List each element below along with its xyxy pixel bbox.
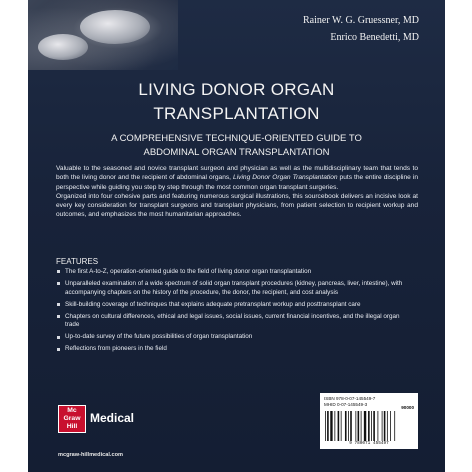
isbn-text [324,396,375,407]
feature-item [56,301,406,310]
back-cover [28,0,445,472]
feature-item [56,268,406,277]
subtitle-line: A COMPREHENSIVE TECHNIQUE-ORIENTED GUIDE TO [111,133,362,144]
barcode-digits: 9 780071 455497 [349,441,389,446]
book-title-italic: Living Donor Organ Transplantation [233,174,338,182]
feature-text: Up-to-date survey of the future possibilities of organ transplantation [65,333,253,341]
feature-text: Unparalleled examination of a wide spectrum of solid organ transplant procedures (kidney, pancreas, liver, intestine), with accompanying chapters on the history of the procedure, the donor, the recipient, and cost analysis [65,280,403,296]
feature-text: Skill-building coverage of techniques that explains adequate pretransplant workup and posttransplant care [65,300,361,308]
mhid-line: MHID 0-07-145549-3 [324,401,368,407]
subtitle-line: ABDOMINAL ORGAN TRANSPLANTATION [143,147,330,158]
square-bullet-icon [57,336,60,339]
surgery-photo [28,0,178,70]
description-text: Valuable to the seasoned and novice transplant surgeon and physician as well as the multidisciplinary team that tends to both the living donor and the recipient of abdominal organs, [56,165,418,182]
feature-item [56,345,406,354]
publisher-url: mcgraw-hillmedical.com [58,452,123,458]
description-text: puts the entire discipline in perspective while guiding you step by step through the most common organ transplant surgeries. [56,174,418,191]
description [56,164,418,220]
book-subtitle [28,132,445,160]
feature-item [56,280,406,297]
description-paragraph [56,164,418,192]
features-heading: FEATURES [56,257,99,266]
gloved-hand-shape [38,34,88,60]
isbn-barcode-block [320,393,418,449]
feature-text: The first A-to-Z, operation-oriented guide to the field of living donor organ transplantation [65,268,312,275]
square-bullet-icon [57,348,60,351]
logo-line: Hill [66,423,78,431]
square-bullet-icon [57,270,60,273]
feature-item [56,333,406,342]
isbn-line: ISBN 978-0-07-145549-7 [324,396,376,401]
author-name: Enrico Benedetti, MD [330,32,419,43]
square-bullet-icon [57,315,60,318]
logo-line: Mc [67,407,77,414]
book-title [28,78,445,126]
authors [303,12,419,46]
logo-line: Graw [63,415,81,423]
feature-text: Chapters on cultural differences, ethical and legal issues, social issues, current financial incentives, and the illegal organ trade [65,312,400,329]
title-line: LIVING DONOR ORGAN [138,80,335,99]
description-paragraph: Organized into four cohesive parts and featuring numerous surgical illustrations, this sourcebook delivers an incisive look at every key consideration for transplant surgeons and transplant physicians, from patient selection to recipient workup and outcomes, and emphasizes the most humanitarian approaches. [56,192,418,219]
imprint-name: Medical [90,411,135,425]
mcgraw-hill-logo [58,405,86,433]
author-name: Rainer W. G. Gruessner, MD [303,15,419,26]
price-code: 90000 [401,405,414,410]
title-line: TRANSPLANTATION [153,104,320,123]
square-bullet-icon [57,282,60,285]
feature-item [56,313,406,330]
gloved-hand-shape [80,10,150,44]
square-bullet-icon [57,303,60,306]
barcode-icon [324,411,414,441]
features-list [56,268,406,357]
feature-text: Reflections from pioneers in the field [65,345,167,353]
